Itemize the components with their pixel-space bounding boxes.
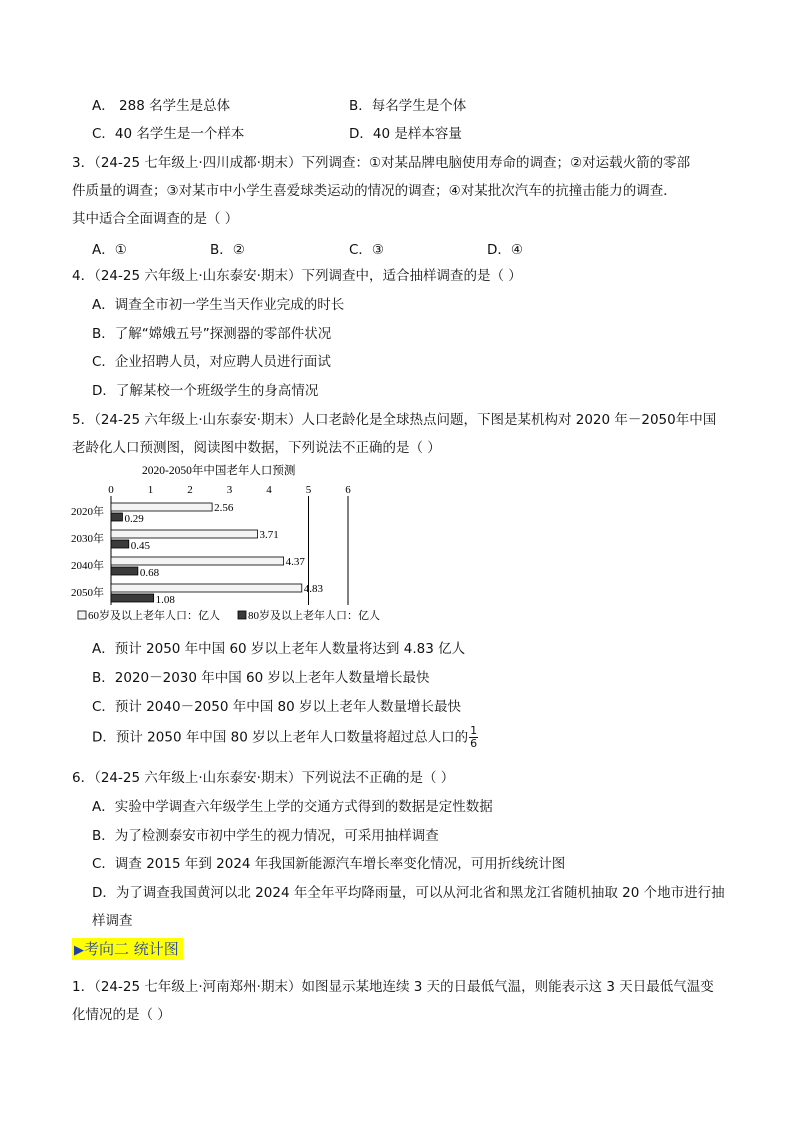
legend-swatch-80plus [238, 611, 246, 619]
q6-option-d-line2: 样调查 [92, 913, 133, 929]
legend-label-60plus: 60岁及以上老年人口：亿人 [88, 610, 220, 622]
bar-80plus [111, 594, 154, 602]
q4-option-a: A．调查全市初一学生当天作业完成的时长 [92, 297, 345, 313]
data-label-80plus: 0.68 [139, 567, 160, 579]
bar-60plus [111, 503, 212, 511]
q4-stem: 4．（24-25 六年级上·山东泰安·期末）下列调查中，适合抽样调查的是（ ） [72, 268, 522, 284]
q5-option-a: A．预计 2050 年中国 60 岁以上老年人数量将达到 4.83 亿人 [92, 641, 466, 657]
q2-option-c: C．40 名学生是一个样本 [92, 126, 245, 142]
fraction-one-sixth [469, 725, 478, 750]
category-label: 2050年 [71, 587, 104, 599]
data-label-80plus: 1.08 [155, 594, 175, 606]
q3-option-d: D．④ [487, 242, 523, 258]
q6-stem: 6．（24-25 六年级上·山东泰安·期末）下列说法不正确的是（ ） [72, 770, 455, 786]
data-label-60plus: 4.37 [285, 556, 305, 568]
q6-option-b: B．为了检测泰安市初中学生的视力情况，可采用抽样调查 [92, 828, 439, 844]
q3-stem-line2: 件质量的调查；③对某市中小学生喜爱球类运动的情况的调查；④对某批次汽车的抗撞击能力的调查． [72, 183, 677, 199]
bar-80plus [111, 540, 129, 548]
q5-stem-line2: 老龄化人口预测图，阅读图中数据，下列说法不正确的是（ ） [72, 440, 441, 456]
play-triangle-icon: ▶ [74, 943, 84, 958]
q5-option-d [92, 725, 478, 750]
section-title: 考向二 统计图 [84, 940, 179, 958]
q4-option-c: C．企业招聘人员，对应聘人员进行面试 [92, 354, 331, 370]
bar-80plus [111, 567, 138, 575]
q6-option-a: A．实验中学调查六年级学生上学的交通方式得到的数据是定性数据 [92, 799, 493, 815]
data-label-60plus: 3.71 [259, 529, 279, 541]
bar-60plus [111, 530, 258, 538]
q5-option-c: C．预计 2040－2050 年中国 80 岁以上老年人数量增长最快 [92, 699, 461, 715]
q5-option-d-text: D．预计 2050 年中国 80 岁以上老年人口数量将超过总人口的 [92, 729, 469, 746]
q2-option-d: D．40 是样本容量 [349, 126, 462, 142]
q3-option-c: C．③ [349, 242, 385, 258]
q3-stem-line1: 3．（24-25 七年级上·四川成都·期末）下列调查：①对某品牌电脑使用寿命的调查；②对运载火箭的零部 [72, 155, 691, 171]
q3-option-a: A．① [92, 242, 127, 258]
x-tick-label: 4 [266, 484, 272, 496]
q3-option-b: B．② [210, 242, 245, 258]
data-label-60plus: 2.56 [214, 502, 234, 514]
q2-option-b: B．每名学生是个体 [349, 98, 467, 114]
q3-stem-line3: 其中适合全面调查的是（ ） [72, 211, 239, 227]
fraction-numerator: 1 [470, 724, 478, 737]
x-tick-label: 3 [226, 484, 233, 496]
q-next-stem-line1: 1．（24-25 七年级上·河南郑州·期末）如图显示某地连续 3 天的日最低气温，则能表示这 3 天日最低气温变 [72, 979, 714, 995]
section-header [72, 938, 183, 960]
data-label-60plus: 4.83 [303, 583, 324, 595]
q5-option-b: B．2020－2030 年中国 60 岁以上老年人数量增长最快 [92, 670, 430, 686]
q6-option-d-line1: D．为了调查我国黄河以北 2024 年全年平均降雨量，可以从河北省和黑龙江省随机抽取 20 个地市进行抽 [92, 885, 725, 901]
q5-stem-line1: 5．（24-25 六年级上·山东泰安·期末）人口老龄化是全球热点问题，下图是某机构对 2020 年－2050年中国 [72, 412, 717, 428]
elderly-population-bar-chart [70, 458, 400, 628]
q2-option-a: A． 288 名学生是总体 [92, 98, 231, 114]
q6-option-c: C．调查 2015 年到 2024 年我国新能源汽车增长率变化情况，可用折线统计图 [92, 856, 566, 872]
chart-title: 2020-2050年中国老年人口预测 [142, 465, 296, 477]
x-tick-label: 6 [345, 484, 351, 496]
q-next-stem-line2: 化情况的是（ ） [72, 1007, 171, 1023]
x-tick-label: 2 [187, 484, 193, 496]
x-tick-label: 1 [147, 484, 154, 496]
x-tick-label: 5 [305, 484, 312, 496]
category-label: 2040年 [71, 560, 104, 572]
category-label: 2030年 [71, 533, 104, 545]
bar-80plus [111, 513, 122, 521]
legend-swatch-60plus [78, 611, 86, 619]
fraction-denominator: 6 [470, 737, 478, 750]
data-label-80plus: 0.29 [124, 513, 144, 525]
data-label-80plus: 0.45 [130, 540, 151, 552]
legend-label-80plus: 80岁及以上老年人口：亿人 [248, 610, 380, 622]
bar-60plus [111, 557, 284, 565]
q4-option-d: D．了解某校一个班级学生的身高情况 [92, 383, 319, 399]
q4-option-b: B．了解“嫦娥五号”探测器的零部件状况 [92, 326, 332, 342]
bar-60plus [111, 584, 302, 592]
x-tick-label: 0 [108, 484, 114, 496]
category-label: 2020年 [71, 506, 104, 518]
